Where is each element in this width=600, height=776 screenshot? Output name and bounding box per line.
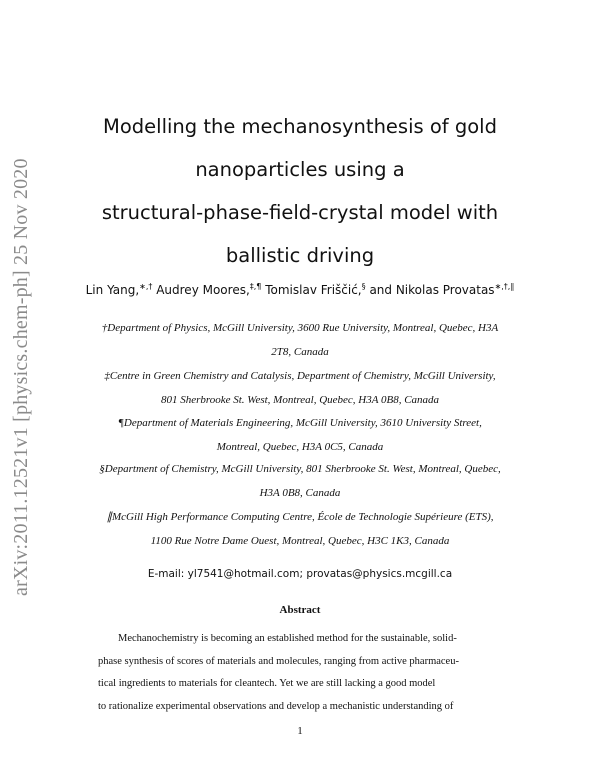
affiliation-line: Montreal, Quebec, H3A 0C5, Canada	[216, 441, 384, 453]
abstract-heading: Abstract	[279, 604, 321, 616]
contact-email: E-mail: yl7541@hotmail.com; provatas@physics.mcgill.ca	[147, 568, 453, 580]
affiliation-line: ‡Centre in Green Chemistry and Catalysis, Department of Chemistry, McGill University,	[104, 370, 496, 382]
affiliation-hpc-centre	[50, 505, 550, 553]
title-line: nanoparticles using a	[195, 158, 405, 181]
author-name: Audrey Moores,	[152, 283, 250, 297]
author-affiliation-marks: §	[361, 282, 366, 291]
affiliation-line: †Department of Physics, McGill University, 3600 Rue University, Montreal, Quebec, H3A	[101, 322, 499, 334]
author-name: Tomislav Friščić,	[261, 283, 362, 297]
arxiv-identifier: arXiv:2011.12521v1 [physics.chem-ph] 25 Nov 2020	[10, 158, 32, 596]
affiliation-line: ∥McGill High Performance Computing Centre, École de Technologie Supérieure (ETS),	[106, 511, 494, 523]
abstract-line: Mechanochemistry is becoming an established method for the sustainable, solid-	[118, 633, 457, 644]
affiliation-physics	[50, 316, 550, 364]
paper-title	[60, 105, 540, 277]
affiliation-line: §Department of Chemistry, McGill University, 801 Sherbrooke St. West, Montreal, Quebec,	[99, 463, 501, 475]
title-line: Modelling the mechanosynthesis of gold	[103, 115, 497, 138]
author-list	[40, 283, 560, 297]
affiliation-green-chemistry	[50, 364, 550, 412]
page-number: 1	[297, 725, 303, 737]
author-name: and Nikolas Provatas	[365, 283, 495, 297]
author-affiliation-marks: ∗,†,∥	[494, 282, 515, 291]
affiliation-line: 2T8, Canada	[271, 346, 329, 358]
affiliation-line: ¶Department of Materials Engineering, McGill University, 3610 University Street,	[118, 417, 482, 429]
author-affiliation-marks: ∗,†	[139, 282, 153, 291]
abstract-line: phase synthesis of scores of materials and molecules, ranging from active pharmaceu-	[98, 655, 459, 667]
title-line: ballistic driving	[225, 244, 375, 267]
author-affiliation-marks: ‡,¶	[249, 282, 262, 291]
affiliation-materials-engineering	[50, 411, 550, 459]
title-line: structural-phase-field-crystal model with	[101, 201, 499, 224]
affiliation-line: 801 Sherbrooke St. West, Montreal, Quebec, H3A 0B8, Canada	[160, 394, 440, 406]
abstract-body	[98, 628, 504, 718]
affiliation-chemistry	[50, 457, 550, 505]
affiliation-line: H3A 0B8, Canada	[259, 487, 341, 499]
abstract-line: to rationalize experimental observations and develop a mechanistic understanding of	[98, 700, 454, 712]
author-name: Lin Yang,	[85, 283, 140, 297]
abstract-line: tical ingredients to materials for cleantech. Yet we are still lacking a good model	[98, 678, 436, 689]
affiliation-line: 1100 Rue Notre Dame Ouest, Montreal, Quebec, H3C 1K3, Canada	[150, 535, 450, 547]
